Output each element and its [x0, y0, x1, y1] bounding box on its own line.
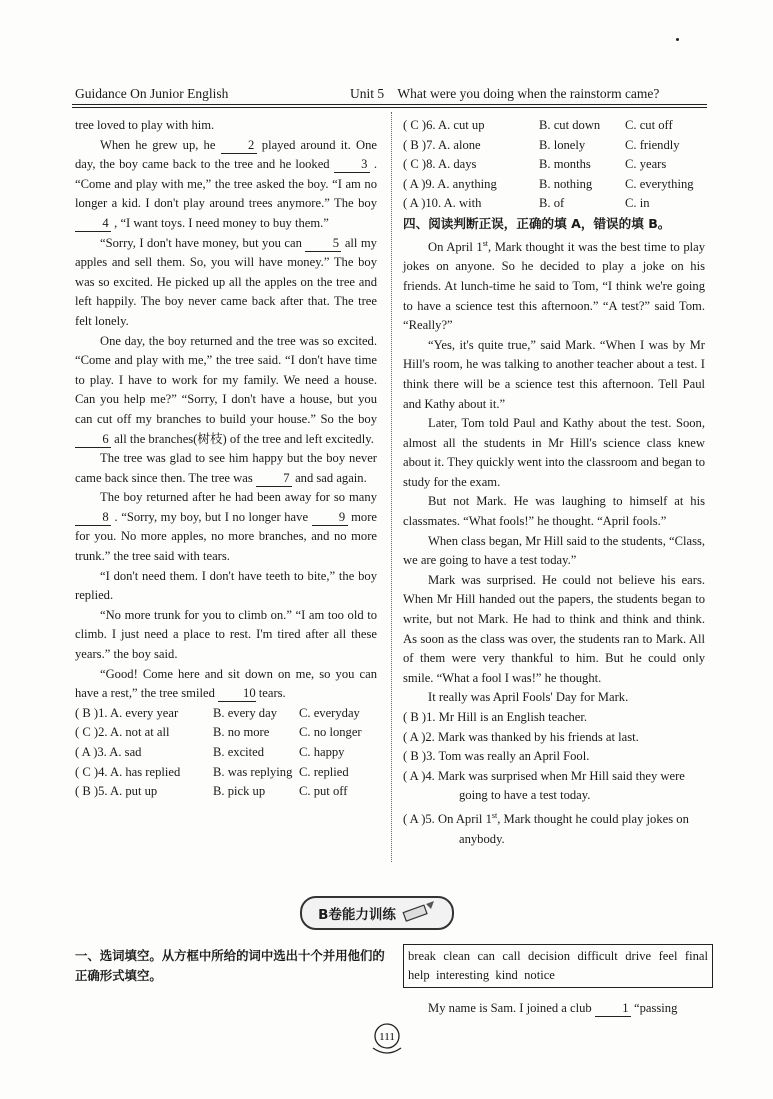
judge-item: ( A )2. Mark was thanked by his friends at last.	[403, 729, 639, 744]
option-row	[403, 194, 705, 214]
b-passage-start	[403, 986, 708, 1031]
section-b-banner	[300, 896, 454, 930]
passage-paragraph: tree loved to play with him.	[75, 118, 215, 132]
passage-paragraph: When class began, Mr Hill said to the students, “Class, we are going to have a test today.”	[403, 533, 706, 568]
passage-paragraph: The boy returned after he had been away for so many 8 . “Sorry, my boy, but I no longer have 9 more for you. No more apples, no more branches, and no more trunk.” the tree said with tears.	[75, 490, 378, 564]
option-text: C. put off	[299, 784, 348, 799]
option-text: B. excited	[213, 745, 265, 759]
option-row	[403, 155, 705, 175]
section-4-title: 四、阅读判断正误，正确的填 A，错误的填 B。	[403, 215, 671, 231]
judge-item: ( B )3. Tom was really an April Fool.	[403, 749, 590, 764]
option-text: B. cut down	[539, 118, 601, 132]
option-text: C. no longer	[299, 725, 362, 740]
blank-5: 5	[305, 236, 341, 252]
blank-3: 3	[334, 157, 370, 173]
passage-paragraph: The tree was glad to see him happy but the boy never came back since then. The tree was 7 and sad again.	[75, 451, 377, 485]
passage-paragraph: “Sorry, I don't have money, but you can 5 all my apples and sell them. So, you will have money.” The boy was so excited. He picked up all the apples on the tree and left happily. The boy never came back after that. The tree felt lonely.	[75, 235, 377, 328]
header-rule-thin	[72, 107, 707, 108]
option-text: B. lonely	[539, 137, 586, 152]
blank-2: 2	[221, 138, 257, 154]
blank-1: 1	[595, 1001, 631, 1017]
option-row	[403, 175, 705, 195]
blank-7: 7	[256, 471, 292, 487]
header-book-title: Guidance On Junior English	[75, 86, 229, 101]
option-text: ( A )3. A. sad	[75, 745, 142, 759]
option-text: ( B )7. A. alone	[403, 137, 481, 152]
option-text: B. was replying	[213, 764, 293, 779]
banner-label: B卷能力训练	[318, 907, 396, 923]
blank-9: 9	[312, 510, 348, 526]
judge-item: ( A )5. On April 1st, Mark thought he could play jokes on anybody.	[403, 810, 689, 846]
blank-4: 4	[75, 216, 111, 232]
option-text: ( B )5. A. put up	[75, 784, 158, 799]
judge-item: ( B )1. Mr Hill is an English teacher.	[403, 710, 587, 724]
passage-paragraph: “Good! Come here and sit down on me, so you can have a rest,” the tree smiled 10 tears.	[75, 666, 377, 701]
option-text: C. everything	[625, 176, 694, 191]
option-text: C. happy	[299, 745, 345, 759]
page-number: 111	[379, 1031, 395, 1043]
passage-paragraph: “Yes, it's quite true,” said Mark. “When I was by Mr Hill's room, he was talking to another teacher about a test. I think there will be a science test this afternoon. Tell Paul and Kathy about it.”	[403, 337, 705, 411]
option-row	[75, 723, 377, 743]
option-text: C. years	[625, 157, 667, 172]
option-text: B. pick up	[213, 784, 266, 799]
option-text: B. months	[539, 157, 591, 172]
option-text: ( C )8. A. days	[403, 157, 477, 172]
option-row	[75, 704, 377, 724]
page-number-badge	[367, 1018, 407, 1058]
left-column	[75, 116, 377, 802]
option-text: ( C )2. A. not at all	[75, 725, 170, 740]
pencil-icon	[402, 901, 436, 925]
passage-paragraph: Mark was surprised. He could not believe his ears. When Mr Hill handed out the papers, the students began to write, but not Mark. He had to think and think and think. As soon as the class was over, the students ran to Mark. All of them were very thankful to him. But he could only smile. “What a fool I was!” he thought.	[403, 572, 705, 685]
word-box: break clean can call decision difficult drive feel final help interesting kind notice	[403, 944, 713, 988]
passage-paragraph: Later, Tom told Paul and Kathy about the test. Soon, almost all the students in Mr Hill's science class knew about it. They quickly went into the classroom and began to study for the exam.	[403, 416, 705, 489]
option-row	[403, 116, 705, 136]
option-text: B. nothing	[539, 176, 593, 191]
speck-mark	[676, 38, 679, 41]
option-text: B. of	[539, 196, 565, 211]
option-text: B. no more	[213, 725, 270, 740]
option-text: C. cut off	[625, 118, 673, 132]
passage-paragraph: “I don't need them. I don't have teeth to bite,” the boy replied.	[75, 568, 377, 603]
column-divider	[391, 112, 392, 862]
option-text: C. in	[625, 196, 650, 211]
header-rule	[72, 104, 707, 105]
b-passage-line: My name is Sam. I joined a club 1 “passing	[428, 1000, 678, 1015]
option-row	[75, 763, 377, 783]
option-text: C. friendly	[625, 137, 680, 152]
option-text: C. replied	[299, 764, 349, 779]
option-text: ( B )1. A. every year	[75, 705, 179, 720]
passage-paragraph: One day, the boy returned and the tree was so excited. “Come and play with me,” the tree said. “I don't have time to play. I have to work for my family. We need a house. Can you help me?” “Sorry, I don't have a house, but you can cut off my branches to build your house.” So the boy 6 all the branches(树枝) of the tree and left excitedly.	[75, 333, 377, 446]
option-text: ( A )10. A. with	[403, 196, 482, 211]
judge-item: ( A )4. Mark was surprised when Mr Hill said they were going to have a test today.	[403, 768, 685, 803]
option-text: ( C )6. A. cut up	[403, 118, 485, 132]
option-row	[75, 782, 377, 802]
option-row	[75, 743, 377, 763]
blank-6: 6	[75, 432, 111, 448]
passage-paragraph: But not Mark. He was laughing to himself at his classmates. “What fools!” he thought. “April fools.”	[403, 494, 705, 529]
b-section-instruction: 一、选词填空。从方框中所给的词中选出十个并用他们的正确形式填空。	[75, 948, 385, 983]
option-text: ( C )4. A. has replied	[75, 764, 181, 779]
option-row	[403, 136, 705, 156]
blank-8: 8	[75, 510, 111, 526]
right-column	[403, 116, 705, 849]
option-text: B. every day	[213, 705, 277, 720]
passage-paragraph: It really was April Fools' Day for Mark.	[428, 690, 629, 705]
header-unit-title: Unit 5 What were you doing when the rainstorm came?	[350, 86, 660, 101]
passage-paragraph: When he grew up, he 2 played around it. One day, the boy came back to the tree and he looked 3 . “Come and play with me,” the tree asked the boy. “I am no longer a kid. I don't play around trees anymore.” The boy 4 , “I want toys. I need money to buy them.”	[75, 137, 377, 230]
option-text: C. everyday	[299, 705, 360, 720]
option-text: ( A )9. A. anything	[403, 176, 497, 191]
passage-paragraph: “No more trunk for you to climb on.” “I am too old to climb. I just need a place to rest. I'm tired after all these years.” the boy said.	[75, 607, 377, 662]
passage-paragraph: On April 1st, Mark thought it was the best time to play jokes on anyone. So he decided to play a joke on his friends. At lunch-time he said to Tom, “I think we're going to have a science test this afternoon.” “A test?” said Tom. “Really?”	[403, 238, 705, 333]
blank-10: 10	[218, 686, 256, 702]
